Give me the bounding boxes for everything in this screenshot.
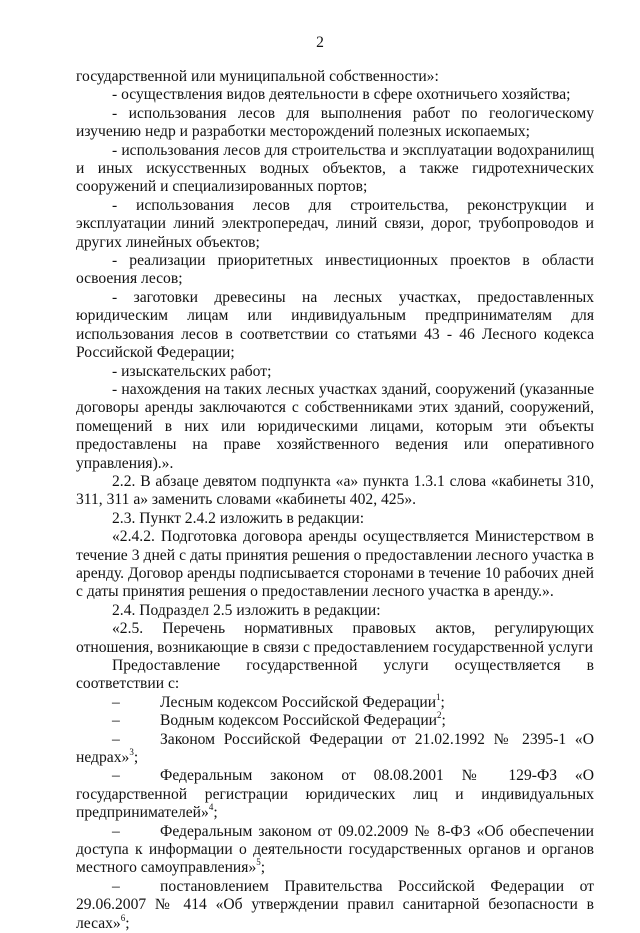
legal-act-item (76, 823, 594, 878)
legal-act-item (76, 712, 594, 730)
footnote-ref: 6 (120, 912, 126, 923)
paragraph: «2.5. Перечень нормативных правовых актов, регулирующих отношения, возникающие в связи с предоставлением государственной услуги (76, 620, 594, 656)
list-item: - использования лесов для строительства, реконструкции и эксплуатации линий электропередач, линий связи, дорог, трубопроводов и других линейных объектов; (76, 196, 594, 251)
paragraph: Предоставление государственной услуги осуществляется в соответствии с: (76, 657, 594, 693)
paragraph: «2.4.2. Подготовка договора аренды осуществляется Министерством в течение 3 дней с даты принятия решения о предоставлении лесного участка в аренду. Договор аренды подписывается сторонами в течение 10 рабочих дней с даты принятия решения о предоставлении лесного участка в аренду.». (76, 528, 594, 601)
punctuation: ; (125, 914, 130, 932)
legal-act-text: Федеральным законом от 09.02.2009 № 8-ФЗ «Об обеспечении доступа к информации о деятельности государственных органов и органов местного самоуправления» (76, 822, 594, 877)
list-item: - реализации приоритетных инвестиционных проектов в области освоения лесов; (76, 252, 594, 288)
legal-act-text: Водным кодексом Российской Федерации (160, 712, 438, 730)
punctuation: ; (133, 749, 139, 767)
legal-act-item (76, 691, 594, 712)
footnote-ref: 5 (256, 857, 261, 868)
legal-act-text: постановлением Правительства Российской Федерации от 29.06.2007 № 414 «Об утверждении правил санитарной безопасности в лесах» (76, 877, 594, 932)
legal-act-text: Законом Российской Федерации от 21.02.1992 № 2395-1 «О недрах» (76, 730, 594, 767)
dash-marker: – (112, 822, 120, 840)
list-item: - использования лесов для строительства и эксплуатации водохранилищ и иных искусственных водных объектов, а также гидротехнических сооружений и специализированных портов; (76, 141, 594, 196)
footnote-ref: 1 (436, 691, 441, 702)
dash-marker: – (112, 730, 120, 748)
legal-act-text: Лесным кодексом Российской Федерации (160, 693, 437, 711)
footnote-ref: 2 (437, 710, 442, 721)
dash-marker: – (112, 712, 120, 730)
list-item: - изыскательских работ; (112, 362, 272, 380)
paragraph: 2.4. Подраздел 2.5 изложить в редакции: (112, 601, 381, 619)
list-item: - использования лесов для выполнения работ по геологическому изучению недр и разработки месторождений полезных ископаемых; (76, 104, 594, 141)
paragraph: 2.3. Пункт 2.4.2 изложить в редакции: (112, 509, 365, 527)
dash-marker: – (112, 877, 120, 895)
punctuation: ; (441, 712, 446, 730)
page-number: 2 (316, 34, 324, 51)
punctuation: ; (260, 859, 266, 877)
legal-act-text: Федеральным законом от 08.08.2001 № 129-ФЗ «О государственной регистрации юридических лиц и индивидуальных предпринимателей» (76, 767, 594, 822)
paragraph: 2.2. В абзаце девятом подпункта «а» пункта 1.3.1 слова «кабинеты 310, 311, 311 а» заменить словами «кабинеты 402, 425». (76, 472, 594, 509)
list-item: - нахождения на таких лесных участках зданий, сооружений (указанные договоры аренды заключаются с собственниками этих зданий, сооружений, помещений в них или юридическими лицами, которым эти объекты предоставлены на праве хозяйственного ведения или оперативного управления).». (76, 380, 594, 472)
punctuation: ; (213, 804, 218, 822)
punctuation: ; (440, 693, 445, 711)
footnote-ref: 4 (208, 802, 214, 813)
dash-marker: – (112, 693, 120, 711)
paragraph: государственной или муниципальной собственности»: (76, 68, 439, 85)
document-body (76, 68, 594, 933)
list-item: - осуществления видов деятельности в сфере охотничьего хозяйства; (112, 86, 571, 104)
footnote-ref: 3 (129, 747, 134, 758)
legal-act-item (76, 878, 594, 933)
legal-act-item (76, 731, 594, 768)
dash-marker: – (112, 767, 120, 785)
list-item: - заготовки древесины на лесных участках, предоставленных юридическим лицам или индивидуальным предпринимателям для использования лесов в соответствии со статьями 43 - 46 Лесного кодекса Российской Федерации; (76, 288, 594, 362)
legal-act-item (76, 767, 594, 822)
